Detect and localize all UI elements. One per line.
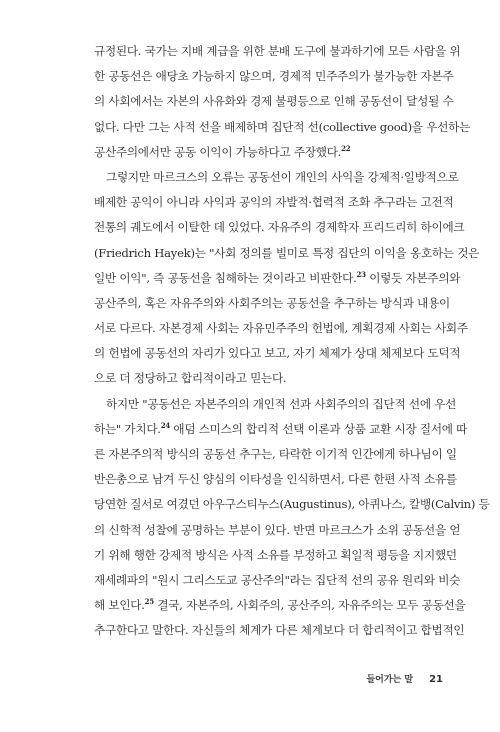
text-line xyxy=(94,543,457,568)
text-line xyxy=(94,140,427,165)
line-text: 일반 이익", 즉 공동선을 침해하는 것이라고 비판한다. xyxy=(94,270,357,285)
line-text: 그렇지만 마르크스의 오류는 공동선이 개인의 사익을 강제적·일방적으로 xyxy=(106,169,459,184)
line-text: 하지만 "공동선은 자본주의의 개인적 선과 사회주의의 집단적 선에 우선 xyxy=(106,396,457,411)
text-line xyxy=(94,417,468,442)
line-text: 전통의 궤도에서 이탈한 데 있었다. 자유주의 경제학자 프리드리히 하이에크 xyxy=(94,220,465,235)
line-text: 없다. 다만 그는 사적 선을 배제하며 집단적 선(collective good)을 우선하는 xyxy=(94,119,471,134)
page-footer xyxy=(0,672,443,685)
text-line xyxy=(94,392,457,417)
text-line xyxy=(94,467,457,492)
footnote-marker: 24 xyxy=(160,420,170,430)
line-text: 배제한 공익이 아니라 사익과 공익의 자발적·협력적 조화 추구라는 고전적 xyxy=(94,195,454,210)
text-line xyxy=(94,115,471,140)
text-line xyxy=(94,64,454,89)
line-text: 기 위해 행한 강제적 방식은 사적 소유를 부정하고 획일적 평등을 지지했던 xyxy=(94,547,457,562)
page-number: 21 xyxy=(429,674,443,685)
text-line xyxy=(94,266,461,291)
footnote-marker: 22 xyxy=(341,143,351,153)
line-text-continued: 결국, 자본주의, 사회주의, 공산주의, 자유주의는 모두 공동선을 xyxy=(153,598,466,613)
footnote-marker: 25 xyxy=(144,597,154,607)
line-text: 당연한 질서로 여겼던 아우구스티누스(Augustinus), 아퀴나스, 칼뱅(Calvin) 등 xyxy=(94,497,490,512)
line-text: 추구한다고 말한다. 자신들의 체계가 다른 체계보다 더 합리적이고 합법적인 xyxy=(94,623,465,638)
line-text: 재세례파의 "원시 그리스도교 공산주의"라는 집단적 선의 공유 원리와 비슷 xyxy=(94,572,461,587)
text-line xyxy=(94,518,461,543)
line-text: 의 신학적 성찰에 공명하는 부분이 있다. 반면 마르크스가 소위 공동선을 얻 xyxy=(94,522,461,537)
text-line xyxy=(94,593,466,618)
line-text: 반은총으로 남겨 두신 양심의 이타성을 인식하면서, 다른 한편 사적 소유를 xyxy=(94,472,457,487)
text-line xyxy=(94,618,465,643)
text-line xyxy=(94,316,468,341)
running-header-title: 들어가는 말 xyxy=(366,675,414,685)
line-text: 의 사회에서는 자본의 사유화와 경제 불평등으로 인해 공동선이 달성될 수 xyxy=(94,94,454,109)
line-text: 공산주의에서만 공동 이익이 가능하다고 주장했다. xyxy=(94,144,342,159)
body-text xyxy=(94,39,490,644)
text-line xyxy=(94,215,465,240)
line-text: 규정된다. 국가는 지배 계급을 위한 분배 도구에 불과하기에 모든 사람을 위 xyxy=(94,44,461,58)
text-line xyxy=(94,291,450,316)
line-text-continued: 애덤 스미스의 합리적 선택 이론과 상품 교환 시장 질서에 따 xyxy=(169,421,468,436)
line-text: 서로 다르다. 자본경제 사회는 자유민주주의 헌법에, 계획경제 사회는 사회주 xyxy=(94,321,468,336)
line-text: 해 보인다. xyxy=(94,598,145,613)
line-text: (Friedrich Hayek)는 "사회 정의를 빌미로 특정 집단의 이익을 옹호하는 것은 xyxy=(94,245,480,260)
text-line xyxy=(94,241,480,266)
text-line xyxy=(94,190,454,215)
text-line xyxy=(94,89,454,114)
text-line xyxy=(94,165,459,190)
line-text: 하는" 가치다. xyxy=(94,421,161,436)
line-text: 한 공동선은 애당초 가능하지 않으며, 경제적 민주주의가 불가능한 자본주 xyxy=(94,69,454,84)
line-text: 공산주의, 혹은 자유주의와 사회주의는 공동선을 추구하는 방식과 내용이 xyxy=(94,295,450,310)
line-text: 의 헌법에 공동선의 자리가 있다고 보고, 자기 체제가 상대 체제보다 도덕적 xyxy=(94,346,461,361)
text-line xyxy=(94,442,457,467)
text-line xyxy=(94,39,461,64)
text-line xyxy=(94,366,427,391)
text-line xyxy=(94,568,461,593)
line-text: 으로 더 정당하고 합리적이라고 믿는다. xyxy=(94,371,287,386)
footnote-marker: 23 xyxy=(356,269,366,279)
text-line xyxy=(94,341,461,366)
text-line xyxy=(94,492,490,517)
line-text-continued: 이렇듯 자본주의와 xyxy=(365,270,461,285)
line-text: 른 자본주의적 방식의 공동선 추구는, 타락한 이기적 인간에게 하나님이 일 xyxy=(94,447,457,461)
